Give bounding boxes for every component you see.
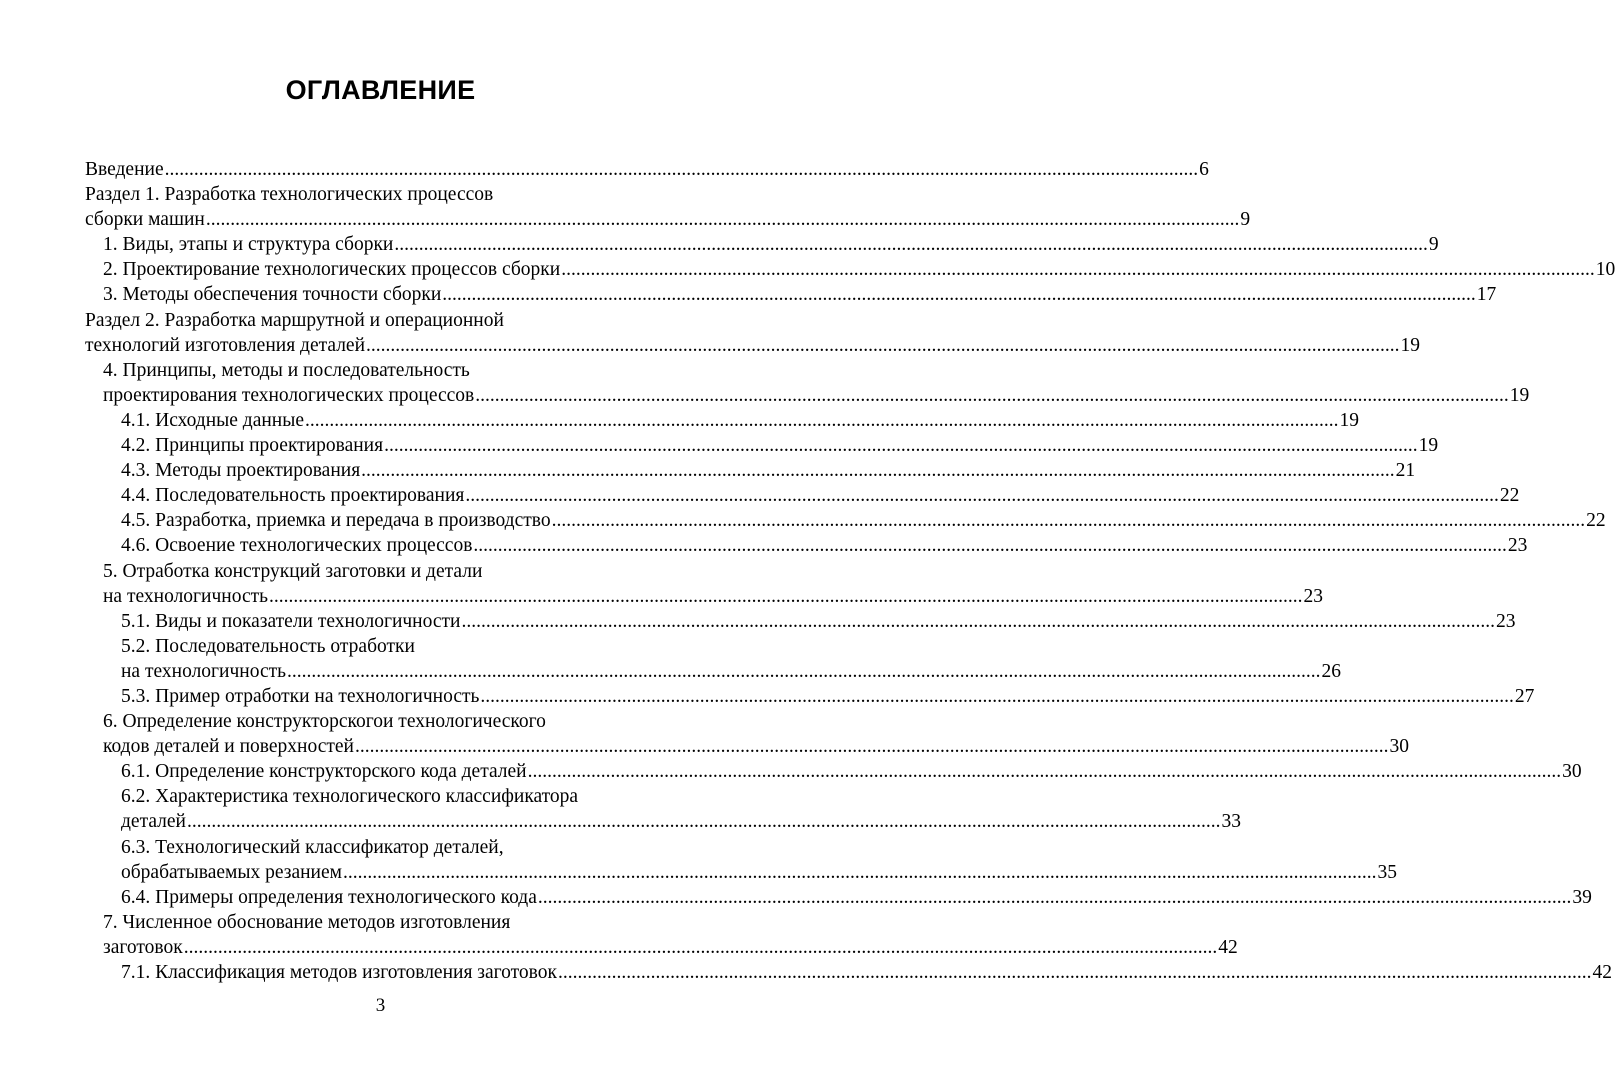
leader-dots: [442, 282, 1476, 307]
toc-entry-chapter-6-cont: [85, 734, 1409, 759]
leader-dots: [394, 232, 1428, 257]
toc-entry-text: 3. Методы обеспечения точности сборки: [103, 284, 442, 306]
toc-entry-page: 42: [1592, 962, 1612, 983]
toc-entry-page: 19: [1509, 384, 1530, 406]
toc-entry-page: 6: [1199, 159, 1209, 180]
toc-entry-text: сборки машин: [85, 209, 205, 231]
toc-entry-text: 4.4. Последовательность проектирования: [121, 485, 465, 507]
toc-entry-page: 27: [1514, 685, 1535, 707]
toc-entry-text: 7.1. Классификация методов изготовления заготовок: [121, 962, 557, 983]
toc-entry-text: 5.2. Последовательность отработки: [121, 635, 415, 657]
toc-entry-page: 30: [1562, 761, 1582, 783]
toc-entry-text: 4. Принципы, методы и последовательность: [103, 359, 470, 381]
toc-entry-chapter-5-cont: [85, 584, 1324, 609]
toc-entry-text: Раздел 2. Разработка маршрутной и операционной: [85, 309, 504, 331]
toc-entry-text: Введение: [85, 159, 164, 180]
toc-entry-text: 7. Численное обоснование методов изготовления: [103, 911, 511, 933]
leader-dots: [206, 207, 1240, 232]
toc-entry-section-2: [85, 308, 676, 333]
leader-dots: [552, 508, 1586, 533]
leader-dots: [184, 935, 1218, 960]
toc-entry-text: на технологичность: [121, 660, 287, 682]
toc-entry-4-3: [85, 458, 1416, 483]
toc-entry-6-1: [85, 759, 1582, 784]
toc-entry-text: 4.5. Разработка, приемка и передача в производство: [121, 510, 551, 532]
leader-dots: [165, 157, 1199, 182]
toc-entry-text: 2. Проектирование технологических процессов сборки: [103, 259, 561, 281]
leader-dots: [269, 584, 1303, 609]
toc-entry-text: 6.2. Характеристика технологического классификатора: [121, 786, 579, 808]
leader-dots: [480, 684, 1514, 709]
toc-entry-page: 19: [1400, 334, 1421, 356]
toc-entry-text: 6.4. Примеры определения технологического кода: [121, 886, 537, 908]
leader-dots: [355, 734, 1389, 759]
toc-entry-5-1: [85, 609, 1516, 634]
toc-entry-page: 10: [1595, 259, 1615, 281]
toc-entry-text: 4.6. Освоение технологических процессов: [121, 535, 473, 557]
leader-dots: [473, 533, 1507, 558]
toc-entry-text: обрабатываемых резанием: [121, 861, 342, 883]
toc-entry-5-2: [85, 634, 676, 659]
toc-entry-text: 4.3. Методы проектирования: [121, 460, 361, 482]
toc-entry-text: 5.1. Виды и показатели технологичности: [121, 610, 461, 632]
toc-entry-page: 22: [1499, 485, 1520, 507]
toc-entry-chapter-5: [85, 559, 676, 584]
leader-dots: [558, 960, 1592, 985]
toc-entry-text: кодов деталей и поверхностей: [103, 736, 354, 758]
toc-entry-6-4: [85, 885, 1592, 910]
toc-entry-chapter-3: [85, 282, 1497, 307]
toc-entry-chapter-1: [85, 232, 1439, 257]
toc-entry-page: 26: [1321, 660, 1342, 682]
toc-entry-chapter-4: [85, 358, 676, 383]
toc-entry-page: 39: [1572, 886, 1592, 908]
toc-entry-text: на технологичность: [103, 585, 269, 607]
leader-dots: [384, 433, 1418, 458]
toc-entry-6-3-cont: [85, 860, 1397, 885]
toc-entry-page: 19: [1339, 409, 1359, 431]
leader-dots: [361, 458, 1395, 483]
toc-entry-6-2: [85, 784, 676, 809]
toc-entry-page: 33: [1221, 811, 1241, 833]
toc-entry-chapter-7-cont: [85, 935, 1238, 960]
toc-entry-chapter-2: [85, 257, 1615, 282]
toc-entry-text: 1. Виды, этапы и структура сборки: [103, 234, 394, 256]
toc-entry-page: 30: [1389, 736, 1409, 758]
toc-entry-text: 4.1. Исходные данные: [121, 409, 304, 431]
toc-entry-5-2-cont: [85, 659, 1342, 684]
leader-dots: [187, 809, 1221, 834]
toc-entry-page: 9: [1240, 209, 1251, 231]
toc-entry-page: 17: [1476, 284, 1497, 306]
toc-entry-5-3: [85, 684, 1535, 709]
toc-entry-text: 5. Отработка конструкций заготовки и детали: [103, 560, 483, 582]
toc-entry-text: 5.3. Пример отработки на технологичность: [121, 685, 480, 707]
toc-entry-page: 23: [1303, 585, 1324, 607]
toc-entry-section-2-cont: [85, 333, 1421, 358]
toc-entry-page: 23: [1507, 535, 1528, 557]
toc-entry-section-1: [85, 182, 676, 207]
toc-entry-7-1: [85, 960, 1612, 985]
toc-entry-page: 22: [1586, 510, 1606, 532]
toc-entry-page: 21: [1395, 460, 1416, 482]
toc-entry-chapter-4-cont: [85, 383, 1530, 408]
leader-dots: [528, 759, 1562, 784]
leader-dots: [475, 383, 1509, 408]
toc-entry-page: 9: [1428, 234, 1439, 256]
toc-entry-text: 6. Определение конструкторскогои технологического: [103, 711, 546, 733]
toc-entry-section-1-cont: [85, 207, 1251, 232]
toc-entry-4-2: [85, 433, 1439, 458]
page-title: ОГЛАВЛЕНИЕ: [285, 75, 476, 105]
toc-entry-page: 19: [1418, 435, 1439, 457]
toc-entry-chapter-6: [85, 709, 676, 734]
toc-entry-page: 23: [1495, 610, 1516, 632]
toc-entry-chapter-7: [85, 910, 676, 935]
toc-entry-4-1: [85, 408, 1359, 433]
page-number: 3: [375, 995, 386, 1016]
toc-entry-4-6: [85, 533, 1528, 558]
leader-dots: [538, 885, 1572, 910]
toc-entry-4-5: [85, 508, 1606, 533]
toc-entry-text: технологий изготовления деталей: [85, 334, 366, 356]
leader-dots: [305, 408, 1339, 433]
toc-entry-6-3: [85, 835, 676, 860]
toc-entry-4-4: [85, 483, 1520, 508]
toc-entry-page: 42: [1218, 936, 1238, 958]
leader-dots: [343, 860, 1377, 885]
leader-dots: [287, 659, 1321, 684]
toc-entry-text: Раздел 1. Разработка технологических процессов: [85, 184, 494, 206]
toc-entry-text: заготовок: [103, 936, 183, 958]
toc-entry-text: 6.1. Определение конструкторского кода деталей: [121, 761, 527, 783]
leader-dots: [465, 483, 1499, 508]
toc-entry-page: 35: [1377, 861, 1397, 883]
table-of-contents: [85, 157, 1615, 985]
leader-dots: [461, 609, 1495, 634]
toc-entry-text: 6.3. Технологический классификатор деталей,: [121, 836, 504, 858]
leader-dots: [561, 257, 1595, 282]
toc-entry-introduction: [85, 157, 1209, 182]
toc-entry-text: деталей: [121, 811, 186, 833]
toc-entry-text: проектирования технологических процессов: [103, 384, 475, 406]
toc-entry-text: 4.2. Принципы проектирования: [121, 435, 384, 457]
toc-entry-6-2-cont: [85, 809, 1241, 834]
leader-dots: [366, 333, 1400, 358]
